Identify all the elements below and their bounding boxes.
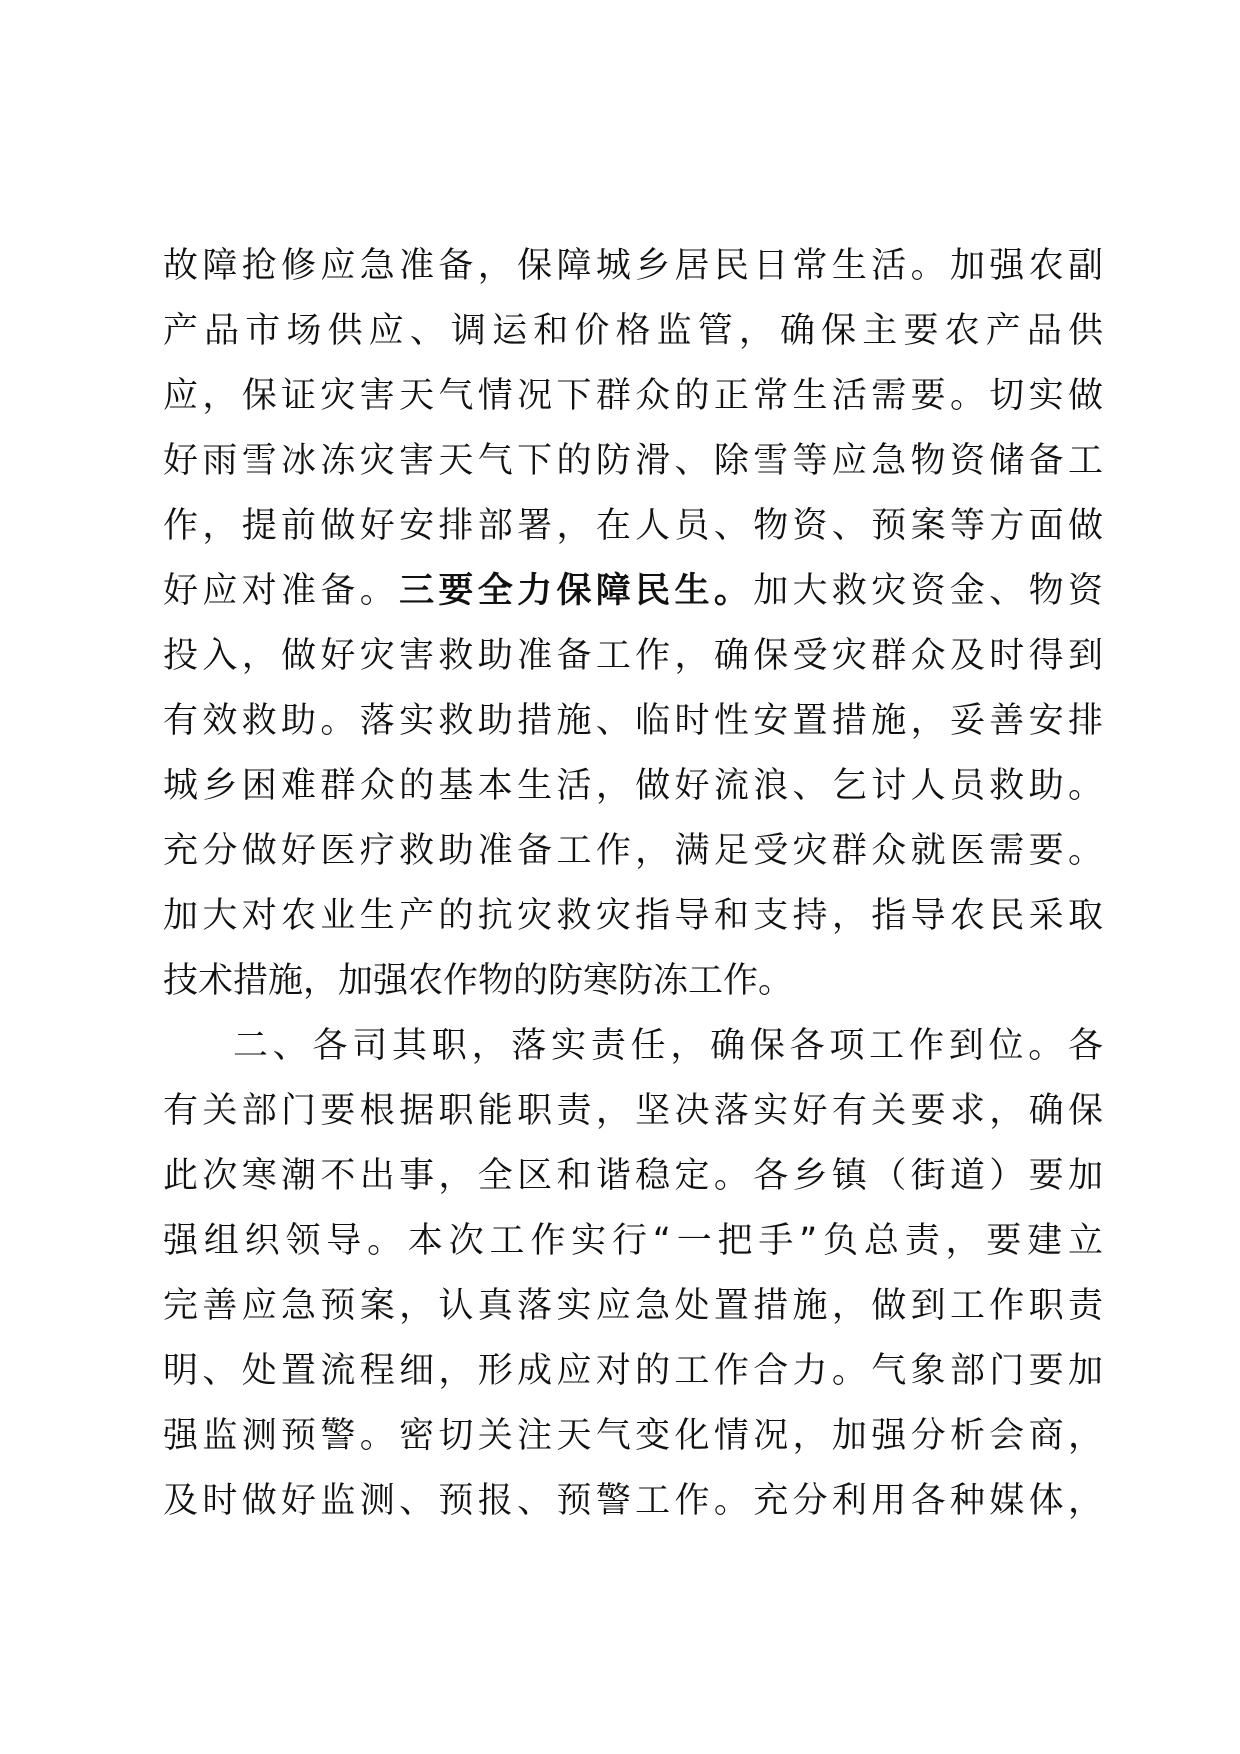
text-line: 强组织领导。本次工作实行“一把手”负总责，要建立: [163, 1221, 1103, 1261]
text-line: 强监测预警。密切关注天气变化情况，加强分析会商，: [163, 1416, 1103, 1456]
text-line: 应，保证灾害天气情况下群众的正常生活需要。切实做: [163, 376, 1103, 416]
section-heading-line: 二、各司其职，落实责任，确保各项工作到位。各: [233, 1026, 1103, 1066]
text-line: 及时做好监测、预报、预警工作。充分利用各种媒体，: [163, 1481, 1103, 1521]
text-line: 有效救助。落实救助措施、临时性安置措施，妥善安排: [163, 701, 1103, 741]
text-line: 加大对农业生产的抗灾救灾指导和支持，指导农民采取: [163, 896, 1103, 936]
text-line: 故障抢修应急准备，保障城乡居民日常生活。加强农副: [163, 246, 1103, 286]
text-line: 产品市场供应、调运和价格监管，确保主要农产品供: [163, 311, 1103, 351]
document-body: [163, 234, 1103, 1534]
text-line: 有关部门要根据职能职责，坚决落实好有关要求，确保: [163, 1091, 1103, 1131]
text-line: 技术措施，加强农作物的防寒防冻工作。: [163, 961, 794, 1001]
text-segment: 好应对准备。: [163, 571, 400, 611]
paragraph-1: [163, 234, 1103, 1014]
text-line: 完善应急预案，认真落实应急处置措施，做到工作职责: [163, 1286, 1103, 1326]
text-line: 明、处置流程细，形成应对的工作合力。气象部门要加: [163, 1351, 1103, 1391]
text-line-with-emphasis: [163, 559, 1103, 624]
text-segment: 加大救灾资金、物资: [753, 571, 1103, 611]
text-line: 作，提前做好安排部署，在人员、物资、预案等方面做: [163, 506, 1103, 546]
paragraph-2: [163, 1014, 1103, 1534]
bold-heading-text: 三要全力保障民生。: [399, 571, 754, 611]
text-line: 此次寒潮不出事，全区和谐稳定。各乡镇（街道）要加: [163, 1156, 1103, 1196]
text-line: 好雨雪冰冻灾害天气下的防滑、除雪等应急物资储备工: [163, 441, 1103, 481]
text-line: 城乡困难群众的基本生活，做好流浪、乞讨人员救助。: [163, 766, 1103, 806]
text-line: 充分做好医疗救助准备工作，满足受灾群众就医需要。: [163, 831, 1103, 871]
text-line: 投入，做好灾害救助准备工作，确保受灾群众及时得到: [163, 636, 1103, 676]
